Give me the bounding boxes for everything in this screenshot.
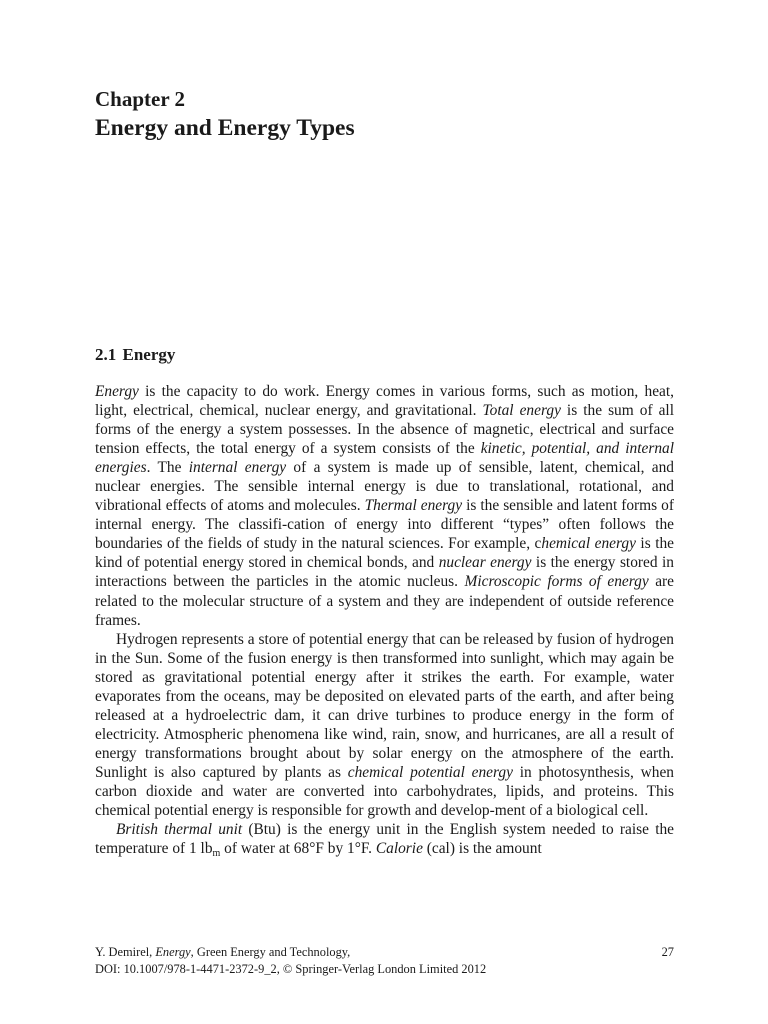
footer-author: Y. Demirel,: [95, 945, 156, 959]
italic-term: British thermal unit: [116, 821, 243, 839]
italic-term: nuclear energy: [438, 554, 532, 572]
italic-term: Energy: [95, 383, 139, 400]
italic-term: Total energy: [482, 402, 561, 420]
footer-series: , Green Energy and Technology,: [190, 945, 351, 959]
italic-term: Thermal energy: [364, 497, 463, 515]
text-run: Hydrogen represents a store of potential energy that can be released by fusion of hydrogen in the Sun. Some of the fusion energy is then transformed into sunlight, which may again be stored as gravitational potential energy after it strikes the earth. For example, water evaporates from the oceans, may be deposited on elevated parts of the earth, and after being released at a hydroelectric dam, it can drive turbines to produce energy in the form of electricity. Atmospheric phenomena like wind, rain, snow, and hurricanes, are all a result of energy transformations brought about by solar energy on the atmosphere of the earth. Sunlight is also captured by plants as: [95, 630, 674, 781]
italic-term: internal energy: [188, 459, 287, 477]
text-run: in photosynthesis, when carbon dioxide and water are converted into carbohydrates, lipids, and proteins. This chemical potential energy is responsible for growth and develop-ment of a biological cell.: [95, 763, 674, 820]
text-run: of a system is made up of sensible, latent, chemical, and nuclear energies. The sensible internal energy is due to translational, rotational, and vibrational effects of atoms and molecules.: [95, 459, 674, 515]
text-run: are related to the molecular structure of a system and they are independent of outside reference frames.: [95, 573, 675, 629]
paragraph-btu: [95, 820, 674, 858]
text-run: is the sensible and latent forms of internal energy. The classifi-cation of energy into different “types” often follows the boundaries of the fields of study in the natural sciences. For example, c: [95, 497, 674, 553]
text-run: is the capacity to do work. Energy comes in various forms, such as motion, heat, light, electrical, chemical, nuclear energy, and gravitational.: [95, 383, 674, 420]
chapter-label: Chapter 2: [95, 87, 186, 111]
page-number: 27: [661, 945, 674, 959]
footer-doi: DOI: 10.1007/978-1-4471-2372-9_2, © Springer-Verlag London Limited 2012: [95, 962, 487, 976]
text-run: (Btu) is the energy unit in the English system needed to raise the temperature of 1 lb: [95, 821, 674, 858]
text-run: of water at 68°F by 1°F.: [220, 840, 376, 858]
body-text: [95, 382, 674, 858]
section-heading: 2.1 Energy: [95, 345, 176, 364]
paragraph-energy-definition: [95, 382, 674, 630]
italic-term: Microscopic forms of energy: [464, 573, 649, 591]
text-run: is the kind of potential energy stored in chemical bonds, and: [95, 535, 674, 572]
text-run: . The: [146, 459, 189, 477]
chapter-title: Energy and Energy Types: [95, 115, 355, 141]
italic-term: Calorie: [375, 840, 423, 858]
text-run: (cal) is the amount: [422, 840, 542, 858]
text-run: is the sum of all forms of the energy a system possesses. In the absence of magnetic, electrical and surface tension effects, the total energy of a system consists of the: [95, 402, 674, 458]
footer-citation: [95, 944, 674, 961]
text-run: is the energy stored in interactions between the particles in the atomic nucleus.: [95, 554, 674, 591]
book-page: [95, 0, 674, 1024]
footer-book-title: Energy: [155, 945, 191, 959]
page-footer: [95, 944, 674, 978]
italic-term: hemical energy: [541, 535, 636, 553]
subscript: m: [212, 848, 221, 860]
paragraph-hydrogen: [95, 630, 674, 820]
italic-term: chemical potential energy: [347, 763, 513, 781]
italic-term: kinetic, potential, and internal energies: [95, 440, 674, 477]
